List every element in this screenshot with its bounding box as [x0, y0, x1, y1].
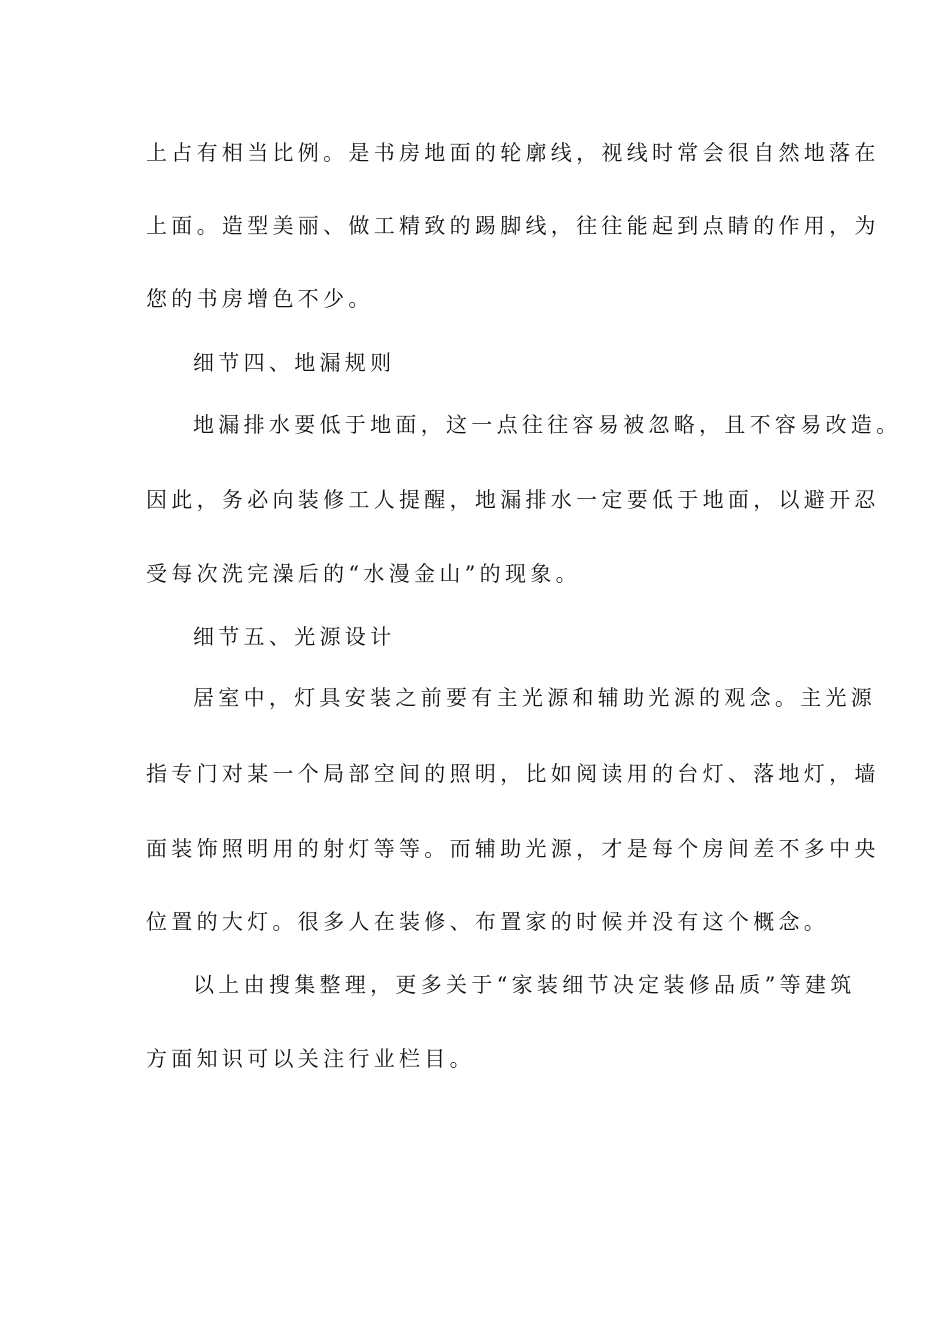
body-text-line-5: 地漏排水要低于地面，这一点往往容易被忽略，且不容易改造。: [193, 413, 902, 437]
body-text-line-13: 以上由搜集整理，更多关于“家装细节决定装修品质”等建筑: [193, 973, 856, 997]
body-text-line-2: 上面。造型美丽、做工精致的踢脚线，往往能起到点睛的作用，为: [146, 214, 880, 238]
body-text-line-6: 因此，务必向装修工人提醒，地漏排水一定要低于地面，以避开忍: [146, 488, 880, 512]
body-text-line-1: 上占有相当比例。是书房地面的轮廓线，视线时常会很自然地落在: [146, 141, 880, 165]
body-text-line-12: 位置的大灯。很多人在装修、布置家的时候并没有这个概念。: [146, 910, 830, 934]
body-text-line-3: 您的书房增色不少。: [146, 287, 374, 311]
body-text-line-9: 居室中，灯具安装之前要有主光源和辅助光源的观念。主光源: [193, 686, 877, 710]
body-text-line-14: 方面知识可以关注行业栏目。: [146, 1047, 475, 1071]
body-text-line-11: 面装饰照明用的射灯等等。而辅助光源，才是每个房间差不多中央: [146, 837, 880, 861]
section-heading-detail-4: 细节四、地漏规则: [193, 351, 396, 375]
body-text-line-7: 受每次洗完澡后的“水漫金山”的现象。: [146, 562, 581, 586]
section-heading-detail-5: 细节五、光源设计: [193, 625, 396, 649]
body-text-line-10: 指专门对某一个局部空间的照明，比如阅读用的台灯、落地灯，墙: [146, 762, 880, 786]
